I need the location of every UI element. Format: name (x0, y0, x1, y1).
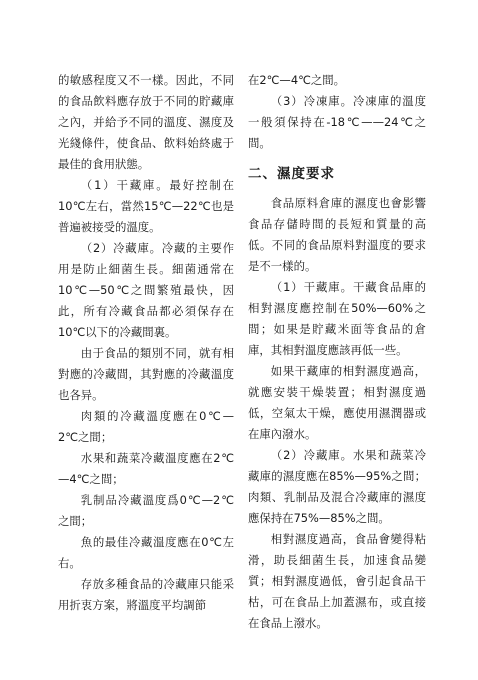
paragraph: （2）冷藏庫。水果和蔬菜冷藏庫的濕度應在85%—95%之間；肉類、乳制品及混合冷藏庫的濕度應保持在75%—85%之間。 (248, 448, 426, 525)
paragraph: 如果干藏庫的相對濕度過高，就應安裝干燥裝置；相對濕度過低，空氣太干燥，應使用濕潤器或在庫內潑水。 (248, 364, 426, 441)
right-column (248, 70, 426, 634)
paragraph: 乳制品冷藏溫度爲0℃—2℃之間； (58, 493, 234, 528)
section-heading: 二、濕度要求 (248, 166, 335, 182)
paragraph: （1）干藏庫。干藏食品庫的相對濕度應控制在50%—60%之間；如果是貯藏米面等食品的倉庫，其相對溫度應該再低一些。 (248, 280, 426, 357)
left-column (58, 70, 234, 616)
paragraph: 由于食品的類別不同，就有相對應的冷藏間，其對應的冷藏溫度也各异。 (58, 346, 234, 402)
paragraph: 的敏感程度又不一樣。因此，不同的食品飲料應存放于不同的貯藏庫之內，并給予不同的溫度、濕度及光綫條件，使食品、飲料始終處于最佳的食用狀態。 (58, 73, 234, 171)
paragraph: 在2℃—4℃之間。 (248, 73, 346, 87)
paragraph: （1）干藏庫。最好控制在10℃左右，當然15℃—22℃也是普遍被接受的溫度。 (58, 178, 234, 234)
paragraph: 肉類的冷藏溫度應在0℃—2℃之間； (58, 409, 234, 444)
paragraph: 水果和蔬菜冷藏溫度應在2℃—4℃之間； (58, 451, 234, 486)
paragraph: （3）冷凍庫。冷凍庫的溫度一般須保持在-18℃——24℃之間。 (248, 94, 426, 150)
paragraph: 魚的最佳冷藏溫度應在0℃左右。 (58, 535, 234, 570)
paragraph: 存放多種食品的冷藏庫只能采用折衷方案，將溫度平均調節 (58, 577, 234, 612)
paragraph: （2）冷藏庫。冷藏的主要作用是防止細菌生長。細菌通常在10℃—50℃之間繁殖最快，因此，所有冷藏食品都必須保存在10℃以下的冷藏間裏。 (58, 241, 234, 339)
paragraph: 相對濕度過高，食品會變得粘滑，助長細菌生長，加速食品變質；相對濕度過低，會引起食品干枯，可在食品上加蓋濕布，或直接在食品上潑水。 (248, 532, 426, 630)
paragraph: 食品原料倉庫的濕度也會影響食品存儲時間的長短和質量的高低。不同的食品原料對溫度的要求是不一樣的。 (248, 196, 426, 273)
